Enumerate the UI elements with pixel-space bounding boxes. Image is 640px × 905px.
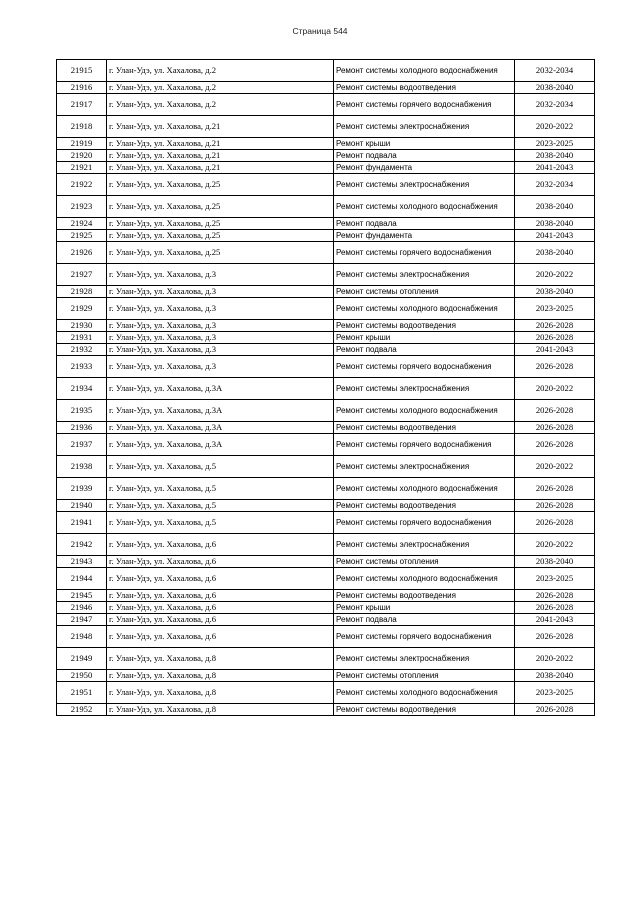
table-row <box>57 378 595 400</box>
table-row <box>57 456 595 478</box>
table-row <box>57 138 595 150</box>
row-period-cell: 2032-2034 <box>515 60 595 82</box>
table-row <box>57 434 595 456</box>
row-address-cell: г. Улан-Удэ, ул. Хахалова, д.25 <box>107 196 334 218</box>
row-period-cell: 2023-2025 <box>515 298 595 320</box>
row-work-cell: Ремонт системы холодного водоснабжения <box>334 682 515 704</box>
row-period-cell: 2020-2022 <box>515 534 595 556</box>
table-row <box>57 500 595 512</box>
row-id-cell: 21920 <box>57 150 107 162</box>
row-work-cell: Ремонт системы горячего водоснабжения <box>334 626 515 648</box>
row-work-cell: Ремонт подвала <box>334 344 515 356</box>
row-period-cell: 2020-2022 <box>515 264 595 286</box>
row-period-cell: 2020-2022 <box>515 116 595 138</box>
row-period-cell: 2038-2040 <box>515 82 595 94</box>
row-id-cell: 21945 <box>57 590 107 602</box>
row-id-cell: 21930 <box>57 320 107 332</box>
row-period-cell: 2023-2025 <box>515 568 595 590</box>
table-row <box>57 320 595 332</box>
row-work-cell: Ремонт системы отопления <box>334 286 515 298</box>
row-work-cell: Ремонт системы холодного водоснабжения <box>334 478 515 500</box>
row-period-cell: 2041-2043 <box>515 344 595 356</box>
row-work-cell: Ремонт системы водоотведения <box>334 704 515 716</box>
row-period-cell: 2026-2028 <box>515 704 595 716</box>
row-id-cell: 21947 <box>57 614 107 626</box>
table-row <box>57 174 595 196</box>
page-header: Страница 544 <box>292 26 348 36</box>
row-id-cell: 21924 <box>57 218 107 230</box>
row-id-cell: 21949 <box>57 648 107 670</box>
row-id-cell: 21952 <box>57 704 107 716</box>
row-period-cell: 2026-2028 <box>515 590 595 602</box>
row-work-cell: Ремонт системы горячего водоснабжения <box>334 434 515 456</box>
row-period-cell: 2026-2028 <box>515 626 595 648</box>
table-row <box>57 556 595 568</box>
row-id-cell: 21915 <box>57 60 107 82</box>
row-address-cell: г. Улан-Удэ, ул. Хахалова, д.5 <box>107 456 334 478</box>
table-row <box>57 648 595 670</box>
row-id-cell: 21939 <box>57 478 107 500</box>
row-work-cell: Ремонт крыши <box>334 602 515 614</box>
row-id-cell: 21940 <box>57 500 107 512</box>
row-address-cell: г. Улан-Удэ, ул. Хахалова, д.6 <box>107 602 334 614</box>
table-row <box>57 568 595 590</box>
row-period-cell: 2038-2040 <box>515 286 595 298</box>
row-work-cell: Ремонт подвала <box>334 150 515 162</box>
table-row <box>57 626 595 648</box>
row-address-cell: г. Улан-Удэ, ул. Хахалова, д.6 <box>107 534 334 556</box>
table-row <box>57 704 595 716</box>
row-id-cell: 21948 <box>57 626 107 648</box>
row-address-cell: г. Улан-Удэ, ул. Хахалова, д.3А <box>107 422 334 434</box>
table-row <box>57 162 595 174</box>
row-period-cell: 2026-2028 <box>515 500 595 512</box>
row-id-cell: 21925 <box>57 230 107 242</box>
row-work-cell: Ремонт крыши <box>334 332 515 344</box>
row-address-cell: г. Улан-Удэ, ул. Хахалова, д.2 <box>107 82 334 94</box>
row-id-cell: 21921 <box>57 162 107 174</box>
row-period-cell: 2026-2028 <box>515 400 595 422</box>
row-id-cell: 21937 <box>57 434 107 456</box>
row-address-cell: г. Улан-Удэ, ул. Хахалова, д.2 <box>107 94 334 116</box>
row-address-cell: г. Улан-Удэ, ул. Хахалова, д.3 <box>107 286 334 298</box>
row-period-cell: 2041-2043 <box>515 162 595 174</box>
table-row <box>57 614 595 626</box>
row-id-cell: 21922 <box>57 174 107 196</box>
row-period-cell: 2038-2040 <box>515 218 595 230</box>
row-address-cell: г. Улан-Удэ, ул. Хахалова, д.3 <box>107 332 334 344</box>
table-row <box>57 242 595 264</box>
table-row <box>57 344 595 356</box>
row-period-cell: 2023-2025 <box>515 138 595 150</box>
row-id-cell: 21950 <box>57 670 107 682</box>
row-id-cell: 21942 <box>57 534 107 556</box>
table-row <box>57 478 595 500</box>
row-work-cell: Ремонт системы водоотведения <box>334 82 515 94</box>
row-work-cell: Ремонт системы водоотведения <box>334 320 515 332</box>
row-work-cell: Ремонт системы водоотведения <box>334 422 515 434</box>
row-id-cell: 21929 <box>57 298 107 320</box>
row-id-cell: 21931 <box>57 332 107 344</box>
row-id-cell: 21946 <box>57 602 107 614</box>
row-work-cell: Ремонт системы электроснабжения <box>334 264 515 286</box>
row-work-cell: Ремонт фундамента <box>334 162 515 174</box>
row-address-cell: г. Улан-Удэ, ул. Хахалова, д.6 <box>107 556 334 568</box>
row-period-cell: 2038-2040 <box>515 242 595 264</box>
row-id-cell: 21938 <box>57 456 107 478</box>
table-row <box>57 356 595 378</box>
row-id-cell: 21916 <box>57 82 107 94</box>
row-id-cell: 21932 <box>57 344 107 356</box>
row-period-cell: 2038-2040 <box>515 150 595 162</box>
table-row <box>57 230 595 242</box>
row-id-cell: 21923 <box>57 196 107 218</box>
row-address-cell: г. Улан-Удэ, ул. Хахалова, д.5 <box>107 512 334 534</box>
table-row <box>57 82 595 94</box>
row-id-cell: 21928 <box>57 286 107 298</box>
row-work-cell: Ремонт системы горячего водоснабжения <box>334 356 515 378</box>
row-work-cell: Ремонт системы электроснабжения <box>334 174 515 196</box>
table-row <box>57 218 595 230</box>
row-work-cell: Ремонт системы холодного водоснабжения <box>334 60 515 82</box>
repair-schedule-table <box>56 59 595 716</box>
row-work-cell: Ремонт системы горячего водоснабжения <box>334 242 515 264</box>
table-row <box>57 670 595 682</box>
row-address-cell: г. Улан-Удэ, ул. Хахалова, д.25 <box>107 174 334 196</box>
table-row <box>57 264 595 286</box>
row-id-cell: 21944 <box>57 568 107 590</box>
row-address-cell: г. Улан-Удэ, ул. Хахалова, д.3 <box>107 298 334 320</box>
row-address-cell: г. Улан-Удэ, ул. Хахалова, д.3 <box>107 264 334 286</box>
row-id-cell: 21918 <box>57 116 107 138</box>
row-work-cell: Ремонт системы электроснабжения <box>334 378 515 400</box>
table-row <box>57 150 595 162</box>
row-address-cell: г. Улан-Удэ, ул. Хахалова, д.21 <box>107 116 334 138</box>
row-work-cell: Ремонт системы водоотведения <box>334 500 515 512</box>
row-address-cell: г. Улан-Удэ, ул. Хахалова, д.21 <box>107 162 334 174</box>
row-work-cell: Ремонт системы горячего водоснабжения <box>334 512 515 534</box>
row-address-cell: г. Улан-Удэ, ул. Хахалова, д.2 <box>107 60 334 82</box>
table-row <box>57 682 595 704</box>
row-period-cell: 2038-2040 <box>515 670 595 682</box>
row-address-cell: г. Улан-Удэ, ул. Хахалова, д.21 <box>107 150 334 162</box>
row-period-cell: 2032-2034 <box>515 174 595 196</box>
row-address-cell: г. Улан-Удэ, ул. Хахалова, д.8 <box>107 704 334 716</box>
row-work-cell: Ремонт подвала <box>334 218 515 230</box>
row-id-cell: 21941 <box>57 512 107 534</box>
row-period-cell: 2020-2022 <box>515 378 595 400</box>
row-work-cell: Ремонт системы отопления <box>334 556 515 568</box>
row-period-cell: 2026-2028 <box>515 332 595 344</box>
row-id-cell: 21926 <box>57 242 107 264</box>
row-id-cell: 21951 <box>57 682 107 704</box>
table-row <box>57 60 595 82</box>
row-work-cell: Ремонт системы холодного водоснабжения <box>334 196 515 218</box>
row-address-cell: г. Улан-Удэ, ул. Хахалова, д.6 <box>107 614 334 626</box>
table-row <box>57 196 595 218</box>
row-period-cell: 2038-2040 <box>515 196 595 218</box>
row-address-cell: г. Улан-Удэ, ул. Хахалова, д.5 <box>107 478 334 500</box>
table-row <box>57 512 595 534</box>
row-address-cell: г. Улан-Удэ, ул. Хахалова, д.8 <box>107 670 334 682</box>
row-work-cell: Ремонт системы холодного водоснабжения <box>334 568 515 590</box>
row-period-cell: 2026-2028 <box>515 422 595 434</box>
row-address-cell: г. Улан-Удэ, ул. Хахалова, д.3 <box>107 320 334 332</box>
table-row <box>57 332 595 344</box>
row-work-cell: Ремонт крыши <box>334 138 515 150</box>
table-row <box>57 298 595 320</box>
row-id-cell: 21919 <box>57 138 107 150</box>
row-period-cell: 2038-2040 <box>515 556 595 568</box>
row-period-cell: 2026-2028 <box>515 320 595 332</box>
row-address-cell: г. Улан-Удэ, ул. Хахалова, д.6 <box>107 590 334 602</box>
row-address-cell: г. Улан-Удэ, ул. Хахалова, д.25 <box>107 242 334 264</box>
row-address-cell: г. Улан-Удэ, ул. Хахалова, д.6 <box>107 568 334 590</box>
row-period-cell: 2023-2025 <box>515 682 595 704</box>
row-work-cell: Ремонт системы электроснабжения <box>334 534 515 556</box>
row-address-cell: г. Улан-Удэ, ул. Хахалова, д.3А <box>107 400 334 422</box>
table-row <box>57 590 595 602</box>
row-period-cell: 2026-2028 <box>515 356 595 378</box>
row-work-cell: Ремонт системы электроснабжения <box>334 648 515 670</box>
row-id-cell: 21917 <box>57 94 107 116</box>
row-address-cell: г. Улан-Удэ, ул. Хахалова, д.21 <box>107 138 334 150</box>
row-work-cell: Ремонт системы электроснабжения <box>334 116 515 138</box>
table-row <box>57 422 595 434</box>
row-work-cell: Ремонт системы электроснабжения <box>334 456 515 478</box>
row-id-cell: 21933 <box>57 356 107 378</box>
row-address-cell: г. Улан-Удэ, ул. Хахалова, д.5 <box>107 500 334 512</box>
row-work-cell: Ремонт системы горячего водоснабжения <box>334 94 515 116</box>
table-row <box>57 286 595 298</box>
row-address-cell: г. Улан-Удэ, ул. Хахалова, д.3А <box>107 378 334 400</box>
row-id-cell: 21935 <box>57 400 107 422</box>
table-body <box>57 60 595 716</box>
row-period-cell: 2026-2028 <box>515 434 595 456</box>
row-address-cell: г. Улан-Удэ, ул. Хахалова, д.3 <box>107 356 334 378</box>
row-period-cell: 2041-2043 <box>515 614 595 626</box>
row-work-cell: Ремонт системы отопления <box>334 670 515 682</box>
row-id-cell: 21927 <box>57 264 107 286</box>
row-id-cell: 21943 <box>57 556 107 568</box>
row-period-cell: 2020-2022 <box>515 648 595 670</box>
row-work-cell: Ремонт системы холодного водоснабжения <box>334 298 515 320</box>
row-address-cell: г. Улан-Удэ, ул. Хахалова, д.8 <box>107 648 334 670</box>
row-address-cell: г. Улан-Удэ, ул. Хахалова, д.6 <box>107 626 334 648</box>
row-id-cell: 21934 <box>57 378 107 400</box>
row-period-cell: 2026-2028 <box>515 602 595 614</box>
row-period-cell: 2026-2028 <box>515 478 595 500</box>
row-work-cell: Ремонт фундамента <box>334 230 515 242</box>
row-period-cell: 2032-2034 <box>515 94 595 116</box>
table-row <box>57 602 595 614</box>
table-row <box>57 116 595 138</box>
row-period-cell: 2041-2043 <box>515 230 595 242</box>
row-id-cell: 21936 <box>57 422 107 434</box>
row-address-cell: г. Улан-Удэ, ул. Хахалова, д.3А <box>107 434 334 456</box>
row-work-cell: Ремонт системы холодного водоснабжения <box>334 400 515 422</box>
row-period-cell: 2026-2028 <box>515 512 595 534</box>
row-work-cell: Ремонт подвала <box>334 614 515 626</box>
table-row <box>57 400 595 422</box>
row-address-cell: г. Улан-Удэ, ул. Хахалова, д.3 <box>107 344 334 356</box>
row-work-cell: Ремонт системы водоотведения <box>334 590 515 602</box>
table-row <box>57 534 595 556</box>
table-row <box>57 94 595 116</box>
row-address-cell: г. Улан-Удэ, ул. Хахалова, д.25 <box>107 230 334 242</box>
row-address-cell: г. Улан-Удэ, ул. Хахалова, д.25 <box>107 218 334 230</box>
row-period-cell: 2020-2022 <box>515 456 595 478</box>
row-address-cell: г. Улан-Удэ, ул. Хахалова, д.8 <box>107 682 334 704</box>
